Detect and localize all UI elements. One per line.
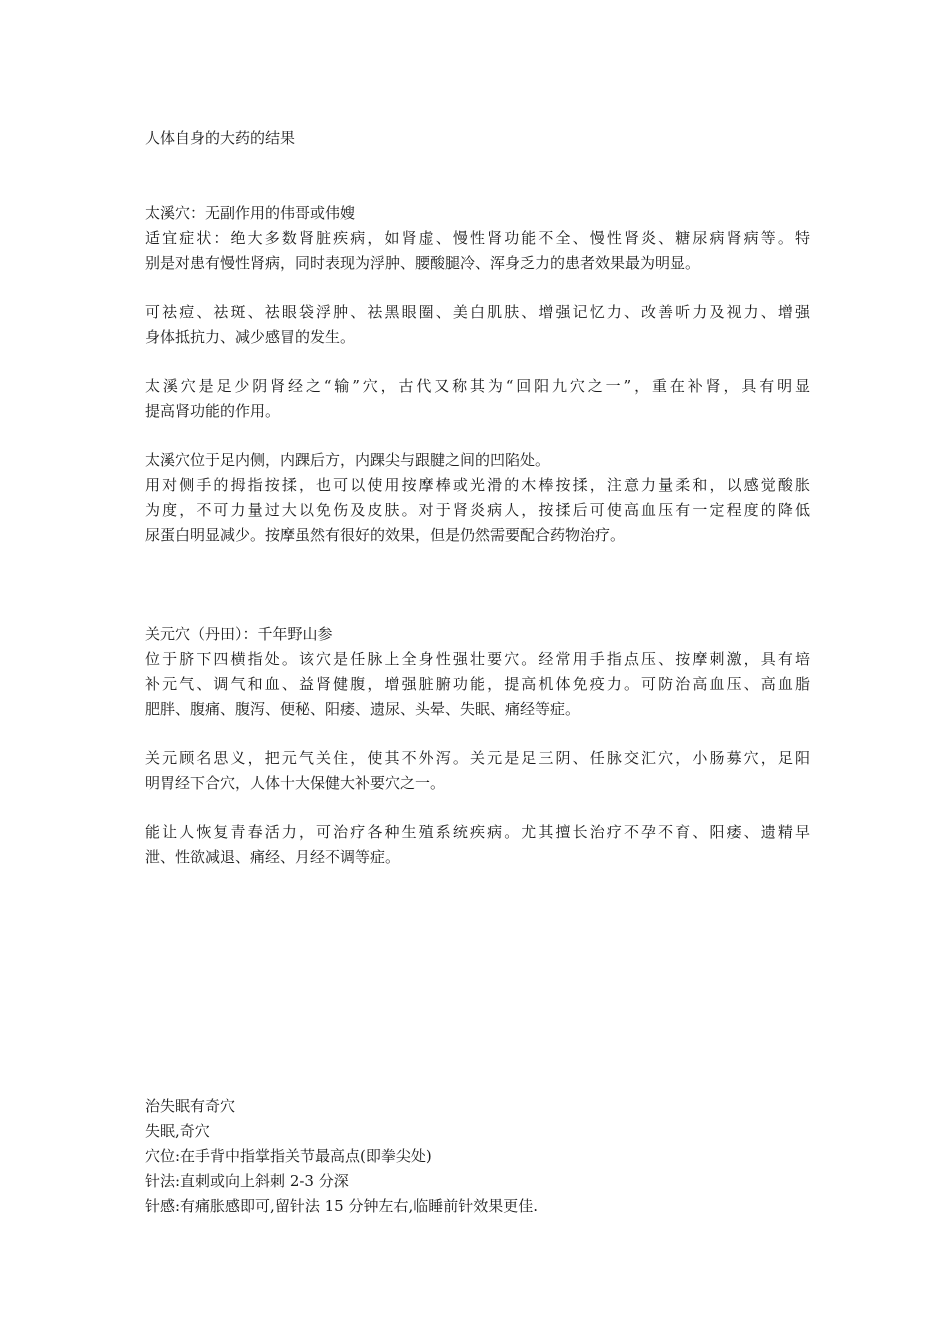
- insomnia-needling: 针法:直刺或向上斜刺 2-3 分深: [145, 1172, 349, 1190]
- insomnia-sensation: 针感:有痛胀感即可,留针法 15 分钟左右,临睡前针效果更佳.: [145, 1197, 538, 1215]
- insomnia-heading: 治失眠有奇穴: [145, 1097, 236, 1115]
- guanyuan-p1-line: 肥胖、腹痛、腹泻、便秘、阳痿、遗尿、头晕、失眠、痛经等症。: [145, 700, 581, 718]
- guanyuan-p3-line: 能让人恢复青春活力，可治疗各种生殖系统疾病。尤其擅长治疗不孕不育、阳痿、遗精早: [145, 823, 810, 841]
- taixi-p5-line: 用对侧手的拇指按揉，也可以使用按摩棒或光滑的木棒按揉，注意力量柔和，以感觉酸胀: [145, 476, 810, 494]
- taixi-p3-line: 太溪穴是足少阴肾经之“输”穴，古代又称其为“回阳九穴之一”，重在补肾，具有明显: [145, 377, 810, 395]
- taixi-p3-line: 提高肾功能的作用。: [145, 402, 281, 420]
- insomnia-acupoint: 穴位:在手背中指掌指关节最高点(即拳尖处): [145, 1147, 432, 1165]
- taixi-p1-line: 别是对患有慢性肾病，同时表现为浮肿、腰酸腿冷、浑身乏力的患者效果最为明显。: [145, 254, 701, 272]
- taixi-p1-line: 适宜症状：绝大多数肾脏疾病，如肾虚、慢性肾功能不全、慢性肾炎、糖尿病肾病等。特: [145, 229, 810, 247]
- guanyuan-heading: 关元穴（丹田）：千年野山参: [145, 625, 333, 643]
- guanyuan-p3-line: 泄、性欲减退、痛经、月经不调等症。: [145, 848, 401, 866]
- taixi-p2-line: 身体抵抗力、减少感冒的发生。: [145, 328, 356, 346]
- taixi-p5-line: 为度，不可力量过大以免伤及皮肤。对于肾炎病人，按揉后可使高血压有一定程度的降低: [145, 501, 810, 519]
- guanyuan-p2-line: 明胃经下合穴，人体十大保健大补要穴之一。: [145, 774, 446, 792]
- guanyuan-p2-line: 关元顾名思义，把元气关住，使其不外泻。关元是足三阴、任脉交汇穴，小肠募穴，足阳: [145, 749, 810, 767]
- document-title: 人体自身的大药的结果: [145, 129, 296, 147]
- insomnia-line: 失眠,奇穴: [145, 1122, 210, 1140]
- guanyuan-p1-line: 位于脐下四横指处。该穴是任脉上全身性强壮要穴。经常用手指点压、按摩刺激，具有培: [145, 650, 810, 668]
- taixi-p5-line: 尿蛋白明显减少。按摩虽然有很好的效果，但是仍然需要配合药物治疗。: [145, 526, 626, 544]
- guanyuan-p1-line: 补元气、调气和血、益肾健腹，增强脏腑功能，提高机体免疫力。可防治高血压、高血脂: [145, 675, 810, 693]
- taixi-location: 太溪穴位于足内侧，内踝后方，内踝尖与跟腱之间的凹陷处。: [145, 451, 551, 469]
- taixi-heading: 太溪穴：无副作用的伟哥或伟嫂: [145, 204, 356, 222]
- taixi-p2-line: 可祛痘、祛斑、祛眼袋浮肿、祛黑眼圈、美白肌肤、增强记忆力、改善听力及视力、增强: [145, 303, 810, 321]
